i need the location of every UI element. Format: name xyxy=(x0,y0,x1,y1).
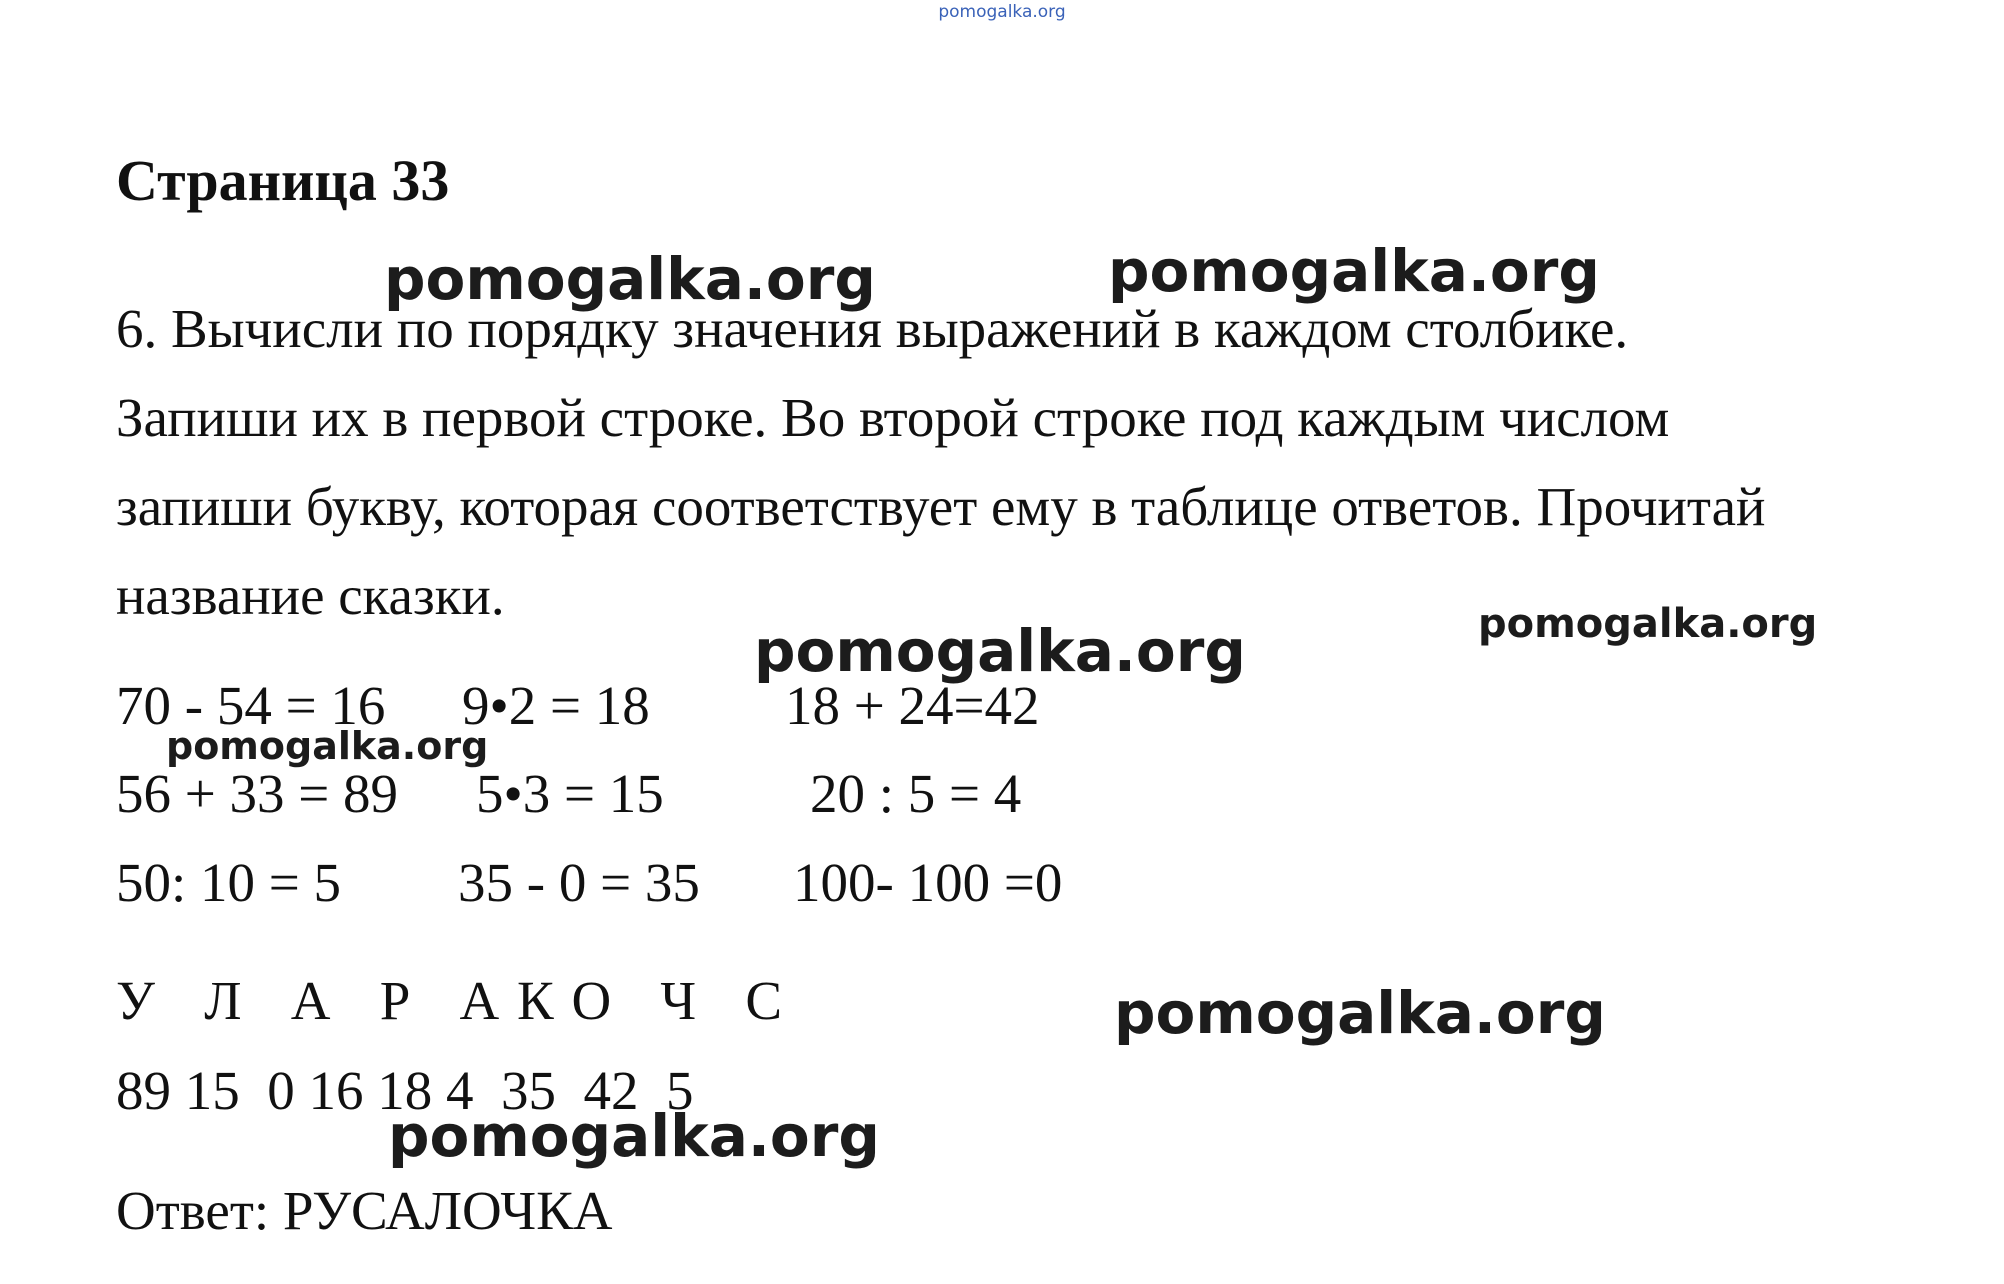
equation-r2-c2: 5•3 = 15 xyxy=(476,763,664,824)
page-heading: Страница 33 xyxy=(116,148,450,213)
watermark: pomogalka.org xyxy=(384,245,876,313)
task-line-1: 6. Вычисли по порядку значения выражений в каждом столбике. xyxy=(116,298,1629,359)
top-watermark: pomogalka.org xyxy=(938,2,1066,22)
task-text xyxy=(116,284,1976,640)
numbers-row: 89 15 0 16 18 4 35 42 5 xyxy=(116,1060,694,1121)
watermark: pomogalka.org xyxy=(1108,237,1600,305)
task-line-4: название сказки. xyxy=(116,565,505,626)
equation-r3-c3: 100- 100 =0 xyxy=(793,852,1063,913)
equation-r3-c1: 50: 10 = 5 xyxy=(116,852,342,913)
watermark: pomogalka.org xyxy=(1114,979,1606,1047)
watermark: pomogalka.org xyxy=(388,1102,880,1170)
equation-r1-c2: 9•2 = 18 xyxy=(462,675,650,736)
equation-r1-c1: 70 - 54 = 16 xyxy=(116,675,386,736)
equation-r2-c1: 56 + 33 = 89 xyxy=(116,763,399,824)
equation-r2-c3: 20 : 5 = 4 xyxy=(810,763,1022,824)
task-line-3: запиши букву, которая соответствует ему в таблице ответов. Прочитай xyxy=(116,476,1766,537)
equation-r1-c3: 18 + 24=42 xyxy=(785,675,1040,736)
task-line-2: Запиши их в первой строке. Во второй строке под каждым числом xyxy=(116,387,1670,448)
watermark: pomogalka.org xyxy=(166,724,489,768)
watermark: pomogalka.org xyxy=(1478,601,1818,647)
answer-line: Ответ: РУСАЛОЧКА xyxy=(116,1180,613,1241)
watermark: pomogalka.org xyxy=(754,617,1246,685)
equation-r3-c2: 35 - 0 = 35 xyxy=(458,852,700,913)
letters-row: У Л А Р А К О Ч С xyxy=(116,970,785,1031)
